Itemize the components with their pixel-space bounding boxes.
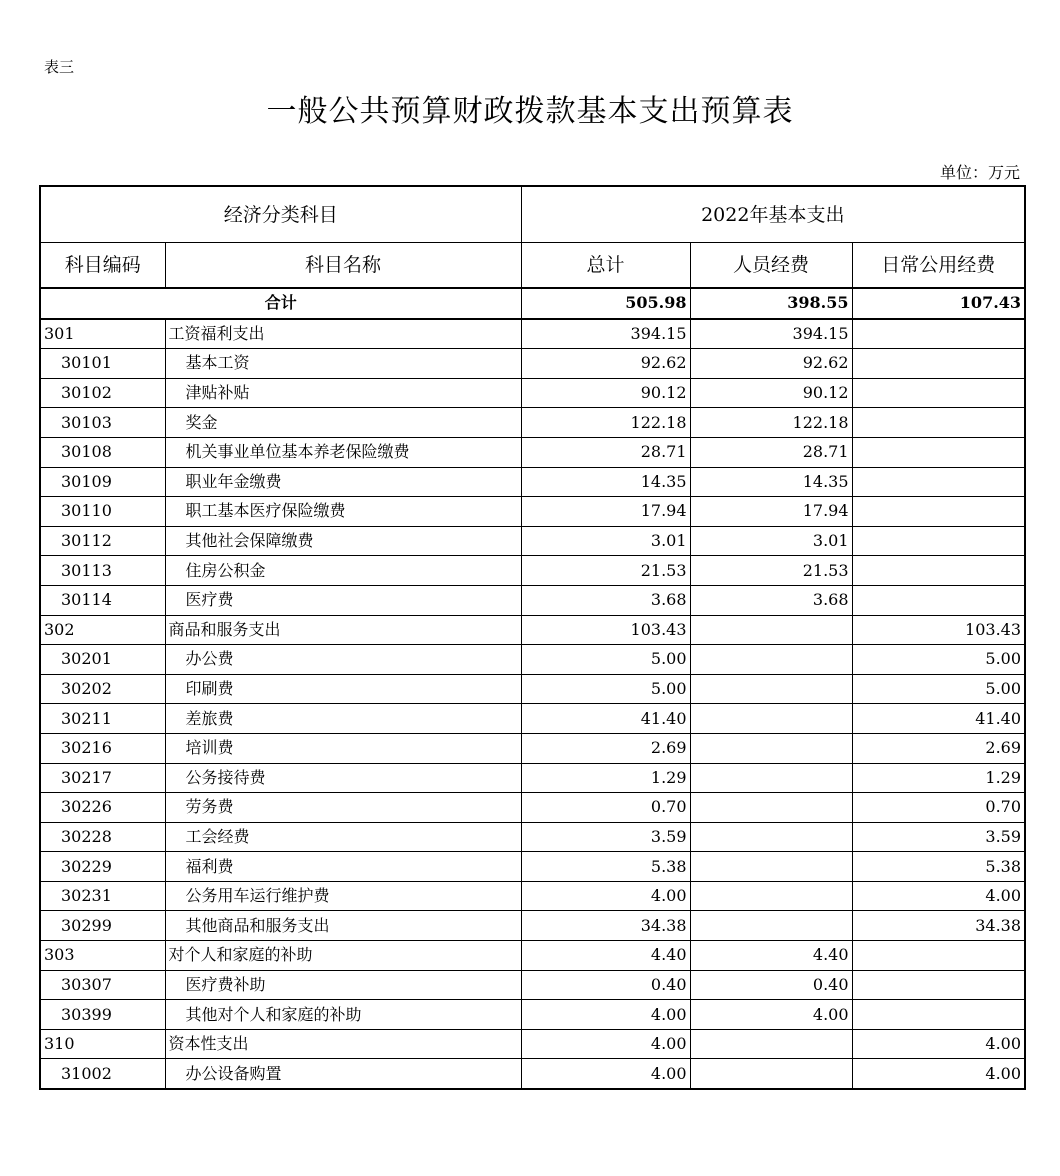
row-code: 302 <box>40 615 165 645</box>
row-name: 职工基本医疗保险缴费 <box>165 497 521 527</box>
row-personnel <box>690 852 852 882</box>
row-personnel <box>690 704 852 734</box>
row-personnel <box>690 674 852 704</box>
row-personnel: 14.35 <box>690 467 852 497</box>
row-name: 办公费 <box>165 645 521 675</box>
row-total: 1.29 <box>521 763 690 793</box>
table-row <box>40 585 1025 615</box>
row-public <box>852 1000 1025 1030</box>
row-total: 41.40 <box>521 704 690 734</box>
total-label: 合计 <box>40 288 521 319</box>
row-total: 5.00 <box>521 674 690 704</box>
table-row <box>40 319 1025 349</box>
table-row <box>40 911 1025 941</box>
row-personnel <box>690 615 852 645</box>
table-row <box>40 763 1025 793</box>
total-public: 107.43 <box>852 288 1025 319</box>
row-code: 30399 <box>40 1000 165 1030</box>
row-code: 30108 <box>40 437 165 467</box>
row-personnel: 394.15 <box>690 319 852 349</box>
header-personnel: 人员经费 <box>690 243 852 289</box>
row-personnel <box>690 911 852 941</box>
row-public: 5.00 <box>852 645 1025 675</box>
header-row-1 <box>40 186 1025 243</box>
table-row <box>40 822 1025 852</box>
row-public <box>852 941 1025 971</box>
row-name: 工会经费 <box>165 822 521 852</box>
row-name: 商品和服务支出 <box>165 615 521 645</box>
row-public <box>852 585 1025 615</box>
row-code: 30113 <box>40 556 165 586</box>
row-public: 4.00 <box>852 881 1025 911</box>
row-personnel <box>690 1029 852 1059</box>
total-row <box>40 288 1025 319</box>
row-public <box>852 319 1025 349</box>
row-code: 30228 <box>40 822 165 852</box>
row-code: 30299 <box>40 911 165 941</box>
row-name: 培训费 <box>165 733 521 763</box>
row-name: 印刷费 <box>165 674 521 704</box>
header-public: 日常公用经费 <box>852 243 1025 289</box>
row-public: 5.00 <box>852 674 1025 704</box>
row-personnel <box>690 733 852 763</box>
table-row <box>40 852 1025 882</box>
row-public: 3.59 <box>852 822 1025 852</box>
table-row <box>40 378 1025 408</box>
row-personnel <box>690 822 852 852</box>
row-name: 职业年金缴费 <box>165 467 521 497</box>
row-personnel: 3.01 <box>690 526 852 556</box>
table-row <box>40 704 1025 734</box>
row-name: 医疗费补助 <box>165 970 521 1000</box>
table-row <box>40 674 1025 704</box>
row-name: 差旅费 <box>165 704 521 734</box>
table-row <box>40 941 1025 971</box>
row-code: 30226 <box>40 793 165 823</box>
table-row <box>40 793 1025 823</box>
row-total: 122.18 <box>521 408 690 438</box>
row-name: 公务用车运行维护费 <box>165 881 521 911</box>
table-row <box>40 1029 1025 1059</box>
row-personnel: 3.68 <box>690 585 852 615</box>
row-name: 对个人和家庭的补助 <box>165 941 521 971</box>
table-row <box>40 467 1025 497</box>
header-name: 科目名称 <box>165 243 521 289</box>
table-row <box>40 349 1025 379</box>
row-personnel: 17.94 <box>690 497 852 527</box>
table-row <box>40 497 1025 527</box>
row-name: 公务接待费 <box>165 763 521 793</box>
row-total: 4.00 <box>521 1000 690 1030</box>
header-econ-class: 经济分类科目 <box>40 186 521 243</box>
row-name: 其他对个人和家庭的补助 <box>165 1000 521 1030</box>
row-personnel: 21.53 <box>690 556 852 586</box>
table-row <box>40 408 1025 438</box>
row-public: 4.00 <box>852 1059 1025 1089</box>
row-personnel: 4.40 <box>690 941 852 971</box>
row-public: 103.43 <box>852 615 1025 645</box>
row-name: 其他社会保障缴费 <box>165 526 521 556</box>
row-name: 奖金 <box>165 408 521 438</box>
row-name: 工资福利支出 <box>165 319 521 349</box>
row-code: 30201 <box>40 645 165 675</box>
row-name: 住房公积金 <box>165 556 521 586</box>
row-code: 30101 <box>40 349 165 379</box>
table-row <box>40 733 1025 763</box>
row-total: 14.35 <box>521 467 690 497</box>
row-name: 劳务费 <box>165 793 521 823</box>
row-total: 28.71 <box>521 437 690 467</box>
row-public: 0.70 <box>852 793 1025 823</box>
row-code: 30110 <box>40 497 165 527</box>
row-total: 4.00 <box>521 1059 690 1089</box>
row-total: 34.38 <box>521 911 690 941</box>
table-row <box>40 526 1025 556</box>
table-row <box>40 645 1025 675</box>
row-code: 30103 <box>40 408 165 438</box>
row-name: 福利费 <box>165 852 521 882</box>
row-total: 3.59 <box>521 822 690 852</box>
row-total: 21.53 <box>521 556 690 586</box>
row-total: 4.00 <box>521 1029 690 1059</box>
row-personnel <box>690 881 852 911</box>
row-code: 31002 <box>40 1059 165 1089</box>
row-personnel: 122.18 <box>690 408 852 438</box>
row-total: 5.38 <box>521 852 690 882</box>
row-name: 医疗费 <box>165 585 521 615</box>
row-personnel <box>690 763 852 793</box>
row-personnel: 28.71 <box>690 437 852 467</box>
row-personnel <box>690 645 852 675</box>
budget-table <box>39 185 1026 1090</box>
row-total: 103.43 <box>521 615 690 645</box>
table-row <box>40 615 1025 645</box>
row-code: 30307 <box>40 970 165 1000</box>
row-code: 30211 <box>40 704 165 734</box>
row-public <box>852 526 1025 556</box>
row-public: 34.38 <box>852 911 1025 941</box>
row-personnel <box>690 1059 852 1089</box>
row-public: 41.40 <box>852 704 1025 734</box>
row-name: 津贴补贴 <box>165 378 521 408</box>
table-row <box>40 970 1025 1000</box>
row-code: 30102 <box>40 378 165 408</box>
row-name: 资本性支出 <box>165 1029 521 1059</box>
row-name: 其他商品和服务支出 <box>165 911 521 941</box>
row-code: 301 <box>40 319 165 349</box>
header-code: 科目编码 <box>40 243 165 289</box>
row-name: 机关事业单位基本养老保险缴费 <box>165 437 521 467</box>
row-total: 17.94 <box>521 497 690 527</box>
header-row-2 <box>40 243 1025 289</box>
row-public: 2.69 <box>852 733 1025 763</box>
row-public <box>852 556 1025 586</box>
total-personnel: 398.55 <box>690 288 852 319</box>
row-code: 30202 <box>40 674 165 704</box>
row-public <box>852 378 1025 408</box>
table-row <box>40 1000 1025 1030</box>
table-row <box>40 881 1025 911</box>
row-public: 5.38 <box>852 852 1025 882</box>
row-total: 90.12 <box>521 378 690 408</box>
row-code: 30216 <box>40 733 165 763</box>
row-code: 30217 <box>40 763 165 793</box>
row-code: 30112 <box>40 526 165 556</box>
row-code: 30229 <box>40 852 165 882</box>
row-code: 30114 <box>40 585 165 615</box>
row-public: 4.00 <box>852 1029 1025 1059</box>
row-code: 303 <box>40 941 165 971</box>
row-personnel: 90.12 <box>690 378 852 408</box>
table-label: 表三 <box>44 58 75 76</box>
row-personnel: 0.40 <box>690 970 852 1000</box>
unit-label: 单位：万元 <box>939 163 1020 182</box>
row-public <box>852 437 1025 467</box>
row-public <box>852 970 1025 1000</box>
row-total: 3.01 <box>521 526 690 556</box>
row-code: 30109 <box>40 467 165 497</box>
total-total: 505.98 <box>521 288 690 319</box>
header-total: 总计 <box>521 243 690 289</box>
row-public <box>852 349 1025 379</box>
row-public <box>852 408 1025 438</box>
row-code: 30231 <box>40 881 165 911</box>
row-total: 394.15 <box>521 319 690 349</box>
header-year-expense: 2022年基本支出 <box>521 186 1025 243</box>
row-public: 1.29 <box>852 763 1025 793</box>
row-code: 310 <box>40 1029 165 1059</box>
row-total: 0.40 <box>521 970 690 1000</box>
row-total: 3.68 <box>521 585 690 615</box>
row-public <box>852 497 1025 527</box>
row-name: 办公设备购置 <box>165 1059 521 1089</box>
table-row <box>40 1059 1025 1089</box>
row-personnel <box>690 793 852 823</box>
page-title: 一般公共预算财政拨款基本支出预算表 <box>266 94 794 129</box>
row-total: 2.69 <box>521 733 690 763</box>
table-row <box>40 556 1025 586</box>
row-personnel: 4.00 <box>690 1000 852 1030</box>
row-total: 0.70 <box>521 793 690 823</box>
row-total: 5.00 <box>521 645 690 675</box>
row-name: 基本工资 <box>165 349 521 379</box>
row-total: 92.62 <box>521 349 690 379</box>
row-total: 4.00 <box>521 881 690 911</box>
table-row <box>40 437 1025 467</box>
row-personnel: 92.62 <box>690 349 852 379</box>
row-total: 4.40 <box>521 941 690 971</box>
row-public <box>852 467 1025 497</box>
